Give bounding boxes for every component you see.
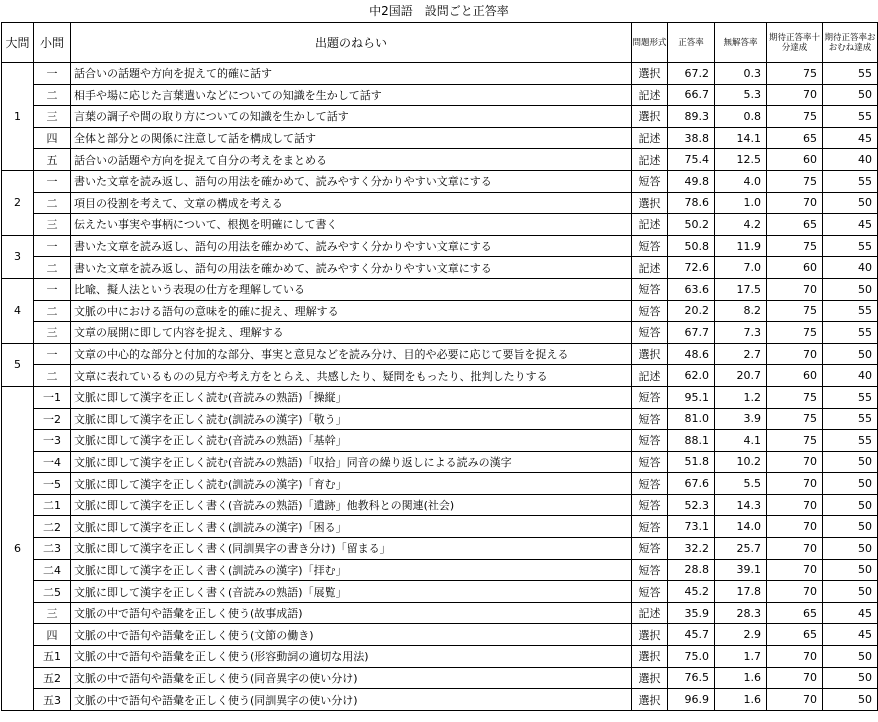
format-cell: 短答 <box>632 322 668 344</box>
header-mukaito: 無解答率 <box>715 23 767 63</box>
expected-mostly-cell: 50 <box>823 646 878 668</box>
table-row <box>2 516 878 538</box>
expected-mostly-cell: 55 <box>823 63 878 85</box>
format-cell: 短答 <box>632 451 668 473</box>
expected-full-cell: 70 <box>767 473 823 495</box>
table-body <box>2 63 878 711</box>
aim-cell: 文脈に即して漢字を正しく書く(訓読みの漢字)「困る」 <box>71 516 632 538</box>
format-cell: 記述 <box>632 149 668 171</box>
no-answer-rate-cell: 7.3 <box>715 322 767 344</box>
header-keishiki: 問題形式 <box>632 23 668 63</box>
table-row <box>2 494 878 516</box>
major-question-cell: 1 <box>2 63 34 171</box>
no-answer-rate-cell: 20.7 <box>715 365 767 387</box>
table-row <box>2 386 878 408</box>
no-answer-rate-cell: 17.5 <box>715 278 767 300</box>
aim-cell: 比喩、擬人法という表現の仕方を理解している <box>71 278 632 300</box>
header-sho: 小問 <box>34 23 71 63</box>
expected-mostly-cell: 55 <box>823 170 878 192</box>
table-row <box>2 127 878 149</box>
sub-question-cell: 二3 <box>34 538 71 560</box>
aim-cell: 書いた文章を読み返し、語句の用法を確かめて、読みやすく分かりやすい文章にする <box>71 257 632 279</box>
no-answer-rate-cell: 14.0 <box>715 516 767 538</box>
format-cell: 選択 <box>632 646 668 668</box>
correct-rate-cell: 28.8 <box>668 559 715 581</box>
no-answer-rate-cell: 28.3 <box>715 602 767 624</box>
table-row <box>2 365 878 387</box>
correct-rate-cell: 96.9 <box>668 689 715 711</box>
table-row <box>2 667 878 689</box>
format-cell: 選択 <box>632 624 668 646</box>
sub-question-cell: 二2 <box>34 516 71 538</box>
no-answer-rate-cell: 10.2 <box>715 451 767 473</box>
sub-question-cell: 三 <box>34 322 71 344</box>
sub-question-cell: 一3 <box>34 430 71 452</box>
expected-full-cell: 70 <box>767 559 823 581</box>
expected-full-cell: 70 <box>767 192 823 214</box>
aim-cell: 文脈に即して漢字を正しく読む(音読みの熟語)「操縦」 <box>71 386 632 408</box>
expected-full-cell: 70 <box>767 494 823 516</box>
table-row <box>2 235 878 257</box>
correct-rate-cell: 50.2 <box>668 214 715 236</box>
sub-question-cell: 一1 <box>34 386 71 408</box>
expected-mostly-cell: 55 <box>823 106 878 128</box>
header-nerai: 出題のねらい <box>71 23 632 63</box>
format-cell: 短答 <box>632 516 668 538</box>
table-row <box>2 322 878 344</box>
table-row <box>2 559 878 581</box>
aim-cell: 相手や場に応じた言葉遣いなどについての知識を生かして話す <box>71 84 632 106</box>
aim-cell: 書いた文章を読み返し、語句の用法を確かめて、読みやすく分かりやすい文章にする <box>71 235 632 257</box>
table-row <box>2 192 878 214</box>
sub-question-cell: 二1 <box>34 494 71 516</box>
aim-cell: 話合いの話題や方向を捉えて的確に話す <box>71 63 632 85</box>
aim-cell: 全体と部分との関係に注意して話を構成して話す <box>71 127 632 149</box>
correct-rate-cell: 49.8 <box>668 170 715 192</box>
table-row <box>2 343 878 365</box>
expected-mostly-cell: 40 <box>823 365 878 387</box>
expected-mostly-cell: 55 <box>823 300 878 322</box>
expected-full-cell: 70 <box>767 84 823 106</box>
aim-cell: 文脈に即して漢字を正しく書く(音読みの熟語)「展覧」 <box>71 581 632 603</box>
aim-cell: 文脈に即して漢字を正しく読む(訓読みの漢字)「育む」 <box>71 473 632 495</box>
expected-full-cell: 75 <box>767 235 823 257</box>
sub-question-cell: 二 <box>34 84 71 106</box>
expected-mostly-cell: 50 <box>823 538 878 560</box>
sub-question-cell: 一 <box>34 343 71 365</box>
table-row <box>2 538 878 560</box>
table-row <box>2 149 878 171</box>
format-cell: 記述 <box>632 84 668 106</box>
format-cell: 短答 <box>632 473 668 495</box>
format-cell: 短答 <box>632 235 668 257</box>
sub-question-cell: 四 <box>34 127 71 149</box>
table-row <box>2 602 878 624</box>
header-dai: 大問 <box>2 23 34 63</box>
format-cell: 短答 <box>632 430 668 452</box>
major-question-cell: 5 <box>2 343 34 386</box>
header-juubun: 期待正答率十分達成 <box>767 23 823 63</box>
expected-full-cell: 60 <box>767 257 823 279</box>
format-cell: 短答 <box>632 581 668 603</box>
expected-full-cell: 75 <box>767 170 823 192</box>
expected-mostly-cell: 40 <box>823 257 878 279</box>
expected-full-cell: 65 <box>767 624 823 646</box>
no-answer-rate-cell: 12.5 <box>715 149 767 171</box>
aim-cell: 文脈に即して漢字を正しく書く(訓読みの漢字)「拝む」 <box>71 559 632 581</box>
sub-question-cell: 二4 <box>34 559 71 581</box>
aim-cell: 文脈に即して漢字を正しく読む(音読みの熟語)「収拾」同音の繰り返しによる読みの漢字 <box>71 451 632 473</box>
expected-mostly-cell: 50 <box>823 473 878 495</box>
aim-cell: 文脈に即して漢字を正しく書く(音読みの熟語)「遺跡」他教科との関連(社会) <box>71 494 632 516</box>
format-cell: 記述 <box>632 365 668 387</box>
format-cell: 短答 <box>632 538 668 560</box>
sub-question-cell: 一 <box>34 63 71 85</box>
sub-question-cell: 五2 <box>34 667 71 689</box>
expected-full-cell: 70 <box>767 646 823 668</box>
format-cell: 短答 <box>632 559 668 581</box>
expected-mostly-cell: 50 <box>823 451 878 473</box>
no-answer-rate-cell: 4.1 <box>715 430 767 452</box>
page-title: 中2国語 設問ごと正答率 <box>369 4 509 18</box>
no-answer-rate-cell: 1.6 <box>715 689 767 711</box>
correct-rate-cell: 73.1 <box>668 516 715 538</box>
aim-cell: 文脈の中で語句や語彙を正しく使う(形容動詞の適切な用法) <box>71 646 632 668</box>
sub-question-cell: 一 <box>34 235 71 257</box>
format-cell: 短答 <box>632 300 668 322</box>
format-cell: 記述 <box>632 602 668 624</box>
format-cell: 選択 <box>632 106 668 128</box>
expected-full-cell: 75 <box>767 386 823 408</box>
aim-cell: 文脈の中における語句の意味を的確に捉え、理解する <box>71 300 632 322</box>
aim-cell: 文脈に即して漢字を正しく読む(音読みの熟語)「基幹」 <box>71 430 632 452</box>
expected-mostly-cell: 50 <box>823 559 878 581</box>
aim-cell: 話合いの話題や方向を捉えて自分の考えをまとめる <box>71 149 632 171</box>
correct-rate-cell: 75.0 <box>668 646 715 668</box>
header-oomune: 期待正答率おおむね達成 <box>823 23 878 63</box>
aim-cell: 文章に表れているものの見方や考え方をとらえ、共感したり、疑問をもったり、批判したりする <box>71 365 632 387</box>
aim-cell: 文脈の中で語句や語彙を正しく使う(文節の働き) <box>71 624 632 646</box>
correct-rate-cell: 52.3 <box>668 494 715 516</box>
expected-mostly-cell: 55 <box>823 235 878 257</box>
correct-rate-cell: 88.1 <box>668 430 715 452</box>
table-row <box>2 214 878 236</box>
format-cell: 選択 <box>632 192 668 214</box>
expected-full-cell: 65 <box>767 214 823 236</box>
expected-full-cell: 70 <box>767 451 823 473</box>
sub-question-cell: 三 <box>34 602 71 624</box>
correct-rate-cell: 62.0 <box>668 365 715 387</box>
table-row <box>2 278 878 300</box>
no-answer-rate-cell: 7.0 <box>715 257 767 279</box>
expected-full-cell: 75 <box>767 106 823 128</box>
sub-question-cell: 三 <box>34 214 71 236</box>
expected-full-cell: 65 <box>767 127 823 149</box>
correct-rate-cell: 20.2 <box>668 300 715 322</box>
table-row <box>2 300 878 322</box>
correct-rate-cell: 48.6 <box>668 343 715 365</box>
correct-rate-cell: 72.6 <box>668 257 715 279</box>
aim-cell: 文脈の中で語句や語彙を正しく使う(故事成語) <box>71 602 632 624</box>
expected-full-cell: 75 <box>767 300 823 322</box>
expected-full-cell: 70 <box>767 538 823 560</box>
correct-rate-cell: 63.6 <box>668 278 715 300</box>
aim-cell: 文脈に即して漢字を正しく書く(同訓異字の書き分け)「留まる」 <box>71 538 632 560</box>
sub-question-cell: 五1 <box>34 646 71 668</box>
expected-mostly-cell: 45 <box>823 602 878 624</box>
expected-full-cell: 75 <box>767 63 823 85</box>
sub-question-cell: 二 <box>34 192 71 214</box>
table-row <box>2 473 878 495</box>
sub-question-cell: 二 <box>34 365 71 387</box>
expected-mostly-cell: 55 <box>823 430 878 452</box>
aim-cell: 文章の展開に即して内容を捉え、理解する <box>71 322 632 344</box>
no-answer-rate-cell: 5.5 <box>715 473 767 495</box>
expected-full-cell: 75 <box>767 430 823 452</box>
format-cell: 記述 <box>632 257 668 279</box>
correct-rate-cell: 45.7 <box>668 624 715 646</box>
correct-rate-cell: 89.3 <box>668 106 715 128</box>
expected-mostly-cell: 50 <box>823 667 878 689</box>
aim-cell: 伝えたい事実や事柄について、根拠を明確にして書く <box>71 214 632 236</box>
table-row <box>2 63 878 85</box>
table-row <box>2 581 878 603</box>
format-cell: 選択 <box>632 689 668 711</box>
sub-question-cell: 二 <box>34 300 71 322</box>
sub-question-cell: 四 <box>34 624 71 646</box>
expected-mostly-cell: 50 <box>823 192 878 214</box>
format-cell: 選択 <box>632 63 668 85</box>
sub-question-cell: 一5 <box>34 473 71 495</box>
correct-rate-cell: 67.7 <box>668 322 715 344</box>
major-question-cell: 3 <box>2 235 34 278</box>
no-answer-rate-cell: 1.2 <box>715 386 767 408</box>
expected-mostly-cell: 50 <box>823 581 878 603</box>
table-row <box>2 170 878 192</box>
table-row <box>2 430 878 452</box>
format-cell: 選択 <box>632 343 668 365</box>
table-row <box>2 689 878 711</box>
correct-rate-cell: 51.8 <box>668 451 715 473</box>
no-answer-rate-cell: 0.8 <box>715 106 767 128</box>
correct-rate-cell: 67.6 <box>668 473 715 495</box>
results-table <box>1 22 878 711</box>
major-question-cell: 6 <box>2 386 34 710</box>
expected-mostly-cell: 50 <box>823 343 878 365</box>
sub-question-cell: 二 <box>34 257 71 279</box>
format-cell: 記述 <box>632 127 668 149</box>
table-row <box>2 408 878 430</box>
correct-rate-cell: 32.2 <box>668 538 715 560</box>
expected-full-cell: 70 <box>767 516 823 538</box>
sub-question-cell: 五3 <box>34 689 71 711</box>
correct-rate-cell: 38.8 <box>668 127 715 149</box>
expected-full-cell: 60 <box>767 149 823 171</box>
expected-full-cell: 70 <box>767 581 823 603</box>
no-answer-rate-cell: 11.9 <box>715 235 767 257</box>
expected-mostly-cell: 50 <box>823 84 878 106</box>
table-row <box>2 257 878 279</box>
no-answer-rate-cell: 39.1 <box>715 559 767 581</box>
format-cell: 短答 <box>632 386 668 408</box>
sub-question-cell: 一2 <box>34 408 71 430</box>
no-answer-rate-cell: 14.3 <box>715 494 767 516</box>
expected-full-cell: 75 <box>767 408 823 430</box>
correct-rate-cell: 78.6 <box>668 192 715 214</box>
expected-mostly-cell: 50 <box>823 689 878 711</box>
table-row <box>2 624 878 646</box>
aim-cell: 書いた文章を読み返し、語句の用法を確かめて、読みやすく分かりやすい文章にする <box>71 170 632 192</box>
expected-full-cell: 70 <box>767 343 823 365</box>
no-answer-rate-cell: 1.7 <box>715 646 767 668</box>
no-answer-rate-cell: 5.3 <box>715 84 767 106</box>
no-answer-rate-cell: 0.3 <box>715 63 767 85</box>
sub-question-cell: 一4 <box>34 451 71 473</box>
major-question-cell: 4 <box>2 278 34 343</box>
format-cell: 短答 <box>632 278 668 300</box>
table-row <box>2 646 878 668</box>
major-question-cell: 2 <box>2 170 34 235</box>
aim-cell: 文脈の中で語句や語彙を正しく使う(同音異字の使い分け) <box>71 667 632 689</box>
expected-mostly-cell: 40 <box>823 149 878 171</box>
table-row <box>2 106 878 128</box>
format-cell: 短答 <box>632 494 668 516</box>
correct-rate-cell: 45.2 <box>668 581 715 603</box>
table-row <box>2 451 878 473</box>
aim-cell: 文脈の中で語句や語彙を正しく使う(同訓異字の使い分け) <box>71 689 632 711</box>
sub-question-cell: 一 <box>34 170 71 192</box>
format-cell: 選択 <box>632 667 668 689</box>
no-answer-rate-cell: 1.0 <box>715 192 767 214</box>
no-answer-rate-cell: 4.2 <box>715 214 767 236</box>
aim-cell: 文章の中心的な部分と付加的な部分、事実と意見などを読み分け、目的や必要に応じて要旨を捉える <box>71 343 632 365</box>
format-cell: 短答 <box>632 408 668 430</box>
expected-mostly-cell: 45 <box>823 624 878 646</box>
header-row <box>2 23 878 63</box>
expected-full-cell: 75 <box>767 322 823 344</box>
header-seito: 正答率 <box>668 23 715 63</box>
no-answer-rate-cell: 14.1 <box>715 127 767 149</box>
expected-full-cell: 70 <box>767 689 823 711</box>
aim-cell: 文脈に即して漢字を正しく読む(訓読みの漢字)「敬う」 <box>71 408 632 430</box>
expected-mostly-cell: 45 <box>823 214 878 236</box>
expected-full-cell: 65 <box>767 602 823 624</box>
expected-mostly-cell: 55 <box>823 408 878 430</box>
correct-rate-cell: 66.7 <box>668 84 715 106</box>
no-answer-rate-cell: 25.7 <box>715 538 767 560</box>
expected-mostly-cell: 50 <box>823 516 878 538</box>
sub-question-cell: 三 <box>34 106 71 128</box>
table-row <box>2 84 878 106</box>
expected-full-cell: 70 <box>767 278 823 300</box>
aim-cell: 項目の役割を考えて、文章の構成を考える <box>71 192 632 214</box>
expected-mostly-cell: 50 <box>823 494 878 516</box>
no-answer-rate-cell: 2.9 <box>715 624 767 646</box>
expected-mostly-cell: 45 <box>823 127 878 149</box>
correct-rate-cell: 81.0 <box>668 408 715 430</box>
no-answer-rate-cell: 17.8 <box>715 581 767 603</box>
correct-rate-cell: 75.4 <box>668 149 715 171</box>
sub-question-cell: 一 <box>34 278 71 300</box>
no-answer-rate-cell: 2.7 <box>715 343 767 365</box>
correct-rate-cell: 67.2 <box>668 63 715 85</box>
format-cell: 短答 <box>632 170 668 192</box>
sub-question-cell: 五 <box>34 149 71 171</box>
expected-full-cell: 70 <box>767 667 823 689</box>
correct-rate-cell: 50.8 <box>668 235 715 257</box>
expected-mostly-cell: 55 <box>823 322 878 344</box>
aim-cell: 言葉の調子や間の取り方についての知識を生かして話す <box>71 106 632 128</box>
correct-rate-cell: 95.1 <box>668 386 715 408</box>
no-answer-rate-cell: 3.9 <box>715 408 767 430</box>
format-cell: 記述 <box>632 214 668 236</box>
correct-rate-cell: 76.5 <box>668 667 715 689</box>
expected-full-cell: 60 <box>767 365 823 387</box>
expected-mostly-cell: 50 <box>823 278 878 300</box>
no-answer-rate-cell: 8.2 <box>715 300 767 322</box>
no-answer-rate-cell: 4.0 <box>715 170 767 192</box>
no-answer-rate-cell: 1.6 <box>715 667 767 689</box>
expected-mostly-cell: 55 <box>823 386 878 408</box>
sub-question-cell: 二5 <box>34 581 71 603</box>
correct-rate-cell: 35.9 <box>668 602 715 624</box>
